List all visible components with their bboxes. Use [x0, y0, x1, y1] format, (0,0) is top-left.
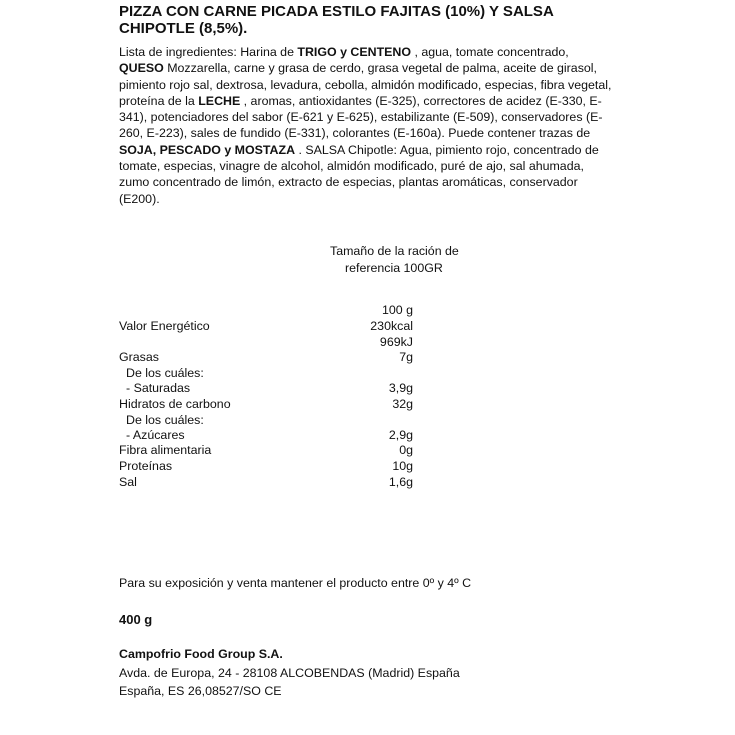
- ingredients-segment: Lista de ingredientes: Harina de: [119, 45, 298, 59]
- company-name: Campofrio Food Group S.A.: [119, 647, 283, 661]
- reference-line: referencia 100GR: [345, 261, 443, 275]
- nutrient-label: De los cuáles:: [126, 366, 204, 380]
- health-registry: España, ES 26,08527/SO CE: [119, 684, 282, 698]
- nutrient-value: 3,9g: [388, 381, 413, 395]
- allergen-text: TRIGO y CENTENO: [297, 45, 411, 59]
- reference-portion: [330, 243, 459, 277]
- energy-kcal: 230kcal: [370, 319, 413, 333]
- net-weight: 400 g: [119, 612, 153, 627]
- storage-instructions: Para su exposición y venta mantener el producto entre 0º y 4º C: [119, 576, 472, 590]
- nutrient-label: - Azúcares: [126, 428, 185, 442]
- allergen-text: QUESO: [119, 61, 164, 76]
- ingredients-segment: Mozzarella, carne y grasa de cerdo, grasa vegetal de palma, aceite de girasol, pimiento rojo sal, dextrosa, levadura, cebolla, almidón modificado, especias, fibra vegetal, proteína de la: [119, 61, 612, 108]
- reference-line: Tamaño de la ración de: [330, 244, 459, 258]
- nutrient-value: 1,6g: [388, 475, 413, 489]
- nutrient-label: Sal: [119, 475, 137, 489]
- nutrient-value: 2,9g: [388, 428, 413, 442]
- nutrient-label: De los cuáles:: [126, 413, 204, 427]
- ingredients-segment: , aromas, antioxidantes (E-325), correctores de acidez (E-330, E-341), potenciadores del sabor (E-621 y E-625), estabilizante (E-509), conservadores (E-260, E-223), sales de fundido (E-331), colorantes (E-160a). Puede contener trazas de: [119, 93, 603, 141]
- ingredients-list: [119, 44, 615, 207]
- nutrient-label: Grasas: [119, 350, 159, 364]
- nutrient-value: 10g: [392, 459, 413, 473]
- nutrient-label: Proteínas: [119, 459, 173, 473]
- nutrient-label: - Saturadas: [126, 381, 191, 395]
- allergen-text: SOJA, PESCADO y MOSTAZA: [119, 142, 296, 157]
- energy-label: Valor Energético: [119, 319, 210, 333]
- ingredients-segment: , agua, tomate concentrado,: [411, 45, 569, 59]
- allergen-text: LECHE: [198, 93, 241, 108]
- product-title: PIZZA CON CARNE PICADA ESTILO FAJITAS (10%) Y SALSA CHIPOTLE (8,5%).: [119, 3, 554, 37]
- nutrient-label: Hidratos de carbono: [119, 397, 231, 411]
- nutrition-column-header: 100 g: [381, 303, 413, 317]
- nutrient-value: 32g: [392, 397, 413, 411]
- nutrient-value: 7g: [399, 350, 413, 364]
- company-address: Avda. de Europa, 24 - 28108 ALCOBENDAS (Madrid) España: [119, 666, 460, 680]
- ingredients-segment: . SALSA Chipotle: Agua, pimiento rojo, concentrado de tomate, especias, vinagre de alcohol, almidón modificado, puré de ajo, sal ahumada, zumo concentrado de limón, extracto de especias, plantas aromáticas, conservador (E200).: [119, 142, 599, 206]
- nutrient-value: 0g: [399, 443, 413, 457]
- nutrient-label: Fibra alimentaria: [119, 443, 212, 457]
- energy-kj: 969kJ: [379, 335, 413, 349]
